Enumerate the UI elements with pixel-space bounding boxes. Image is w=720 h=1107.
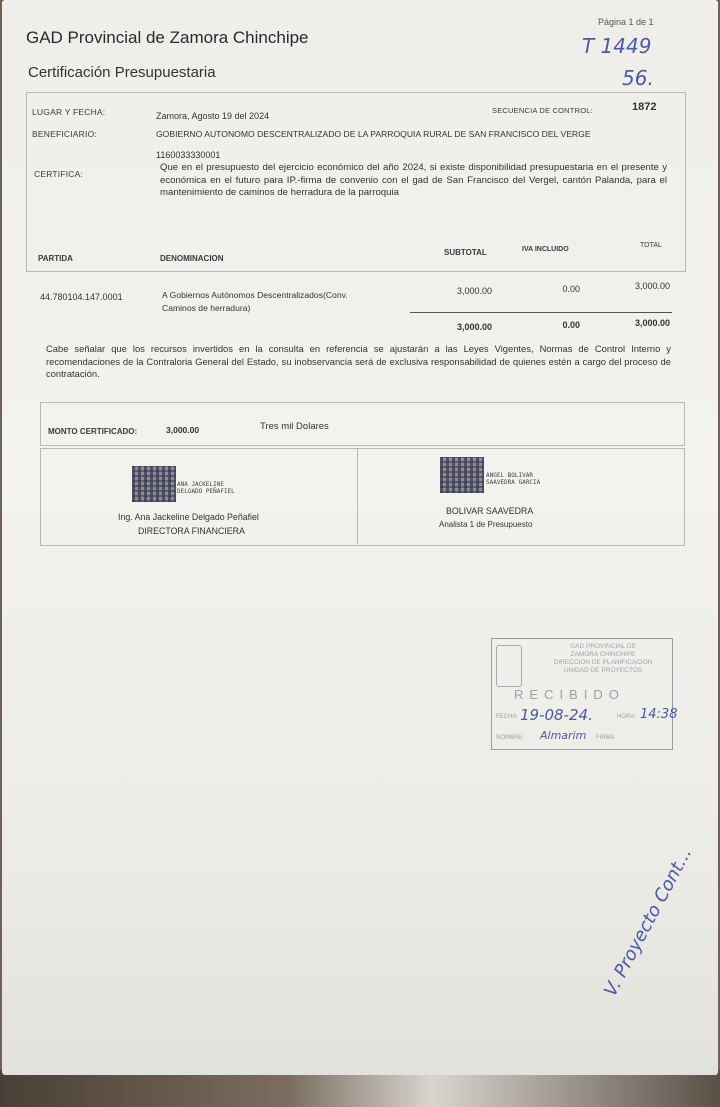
total-iva: 0.00: [562, 320, 580, 330]
document-page: [2, 0, 718, 1075]
signature-stamp-text: ANA JACKELINE DELGADO PEÑAFIEL: [177, 481, 235, 495]
stamp-time-value: 14:38: [640, 707, 678, 722]
total-total: 3,000.00: [634, 318, 670, 328]
signature-stamp-text: ANGEL BOLIVAR SAAVEDRA GARCIA: [486, 472, 541, 486]
row-iva: 0.00: [562, 284, 580, 294]
stamp-date-label: FECHA:: [496, 714, 519, 720]
signatures-divider: [357, 448, 358, 544]
col-header-subtotal: SUBTOTAL: [444, 248, 487, 257]
stamp-name-value: Almarim: [540, 729, 587, 742]
legal-note: Cabe señalar que los recursos invertidos en la consulta en referencia se ajustarán a las Leyes Vigentes, Normas de Control Interno y recomendaciones de la Contraloria General del Estado, su inobservancia será de exclusiva responsabilidad de quienes estén a cargo del proceso de contratación.: [46, 343, 671, 379]
certifies-text: Que en el presupuesto del ejercicio económico del año 2024, si existe disponibilidad presupuestaria en el presente y económica en el futuro para IP.-firma de convenio con el gad de San Francisco del Vergel, cantón Palanda, para el mantenimiento de caminos de herradura de la parroquia: [160, 162, 667, 198]
org-title: GAD Provincial de Zamora Chinchipe: [26, 28, 309, 47]
signer-role: Analista 1 de Presupuesto: [439, 520, 533, 529]
stamp-logo-icon: [496, 645, 522, 687]
handwritten-margin-note: V. Proyecto Cont...: [600, 843, 697, 1000]
stamp-date-value: 19-08-24.: [520, 706, 593, 724]
place-date-label: LUGAR Y FECHA:: [32, 107, 106, 117]
handwritten-reference: T 1449: [582, 34, 652, 58]
col-header-total: TOTAL: [640, 242, 662, 249]
stamp-name-label: NOMBRE:: [496, 735, 525, 741]
row-denominacion-line2: Caminos de herradura): [162, 303, 251, 313]
stamp-time-label: HORA:: [617, 714, 637, 720]
total-subtotal: 3,000.00: [456, 322, 492, 332]
page-number: Página 1 de 1: [598, 17, 654, 27]
row-denominacion-line1: A Gobiernos Autónomos Descentralizados(Conv.: [162, 290, 348, 300]
amount-label: MONTO CERTIFICADO:: [48, 427, 138, 436]
received-stamp: [491, 638, 678, 750]
handwritten-number: 56.: [622, 66, 654, 90]
doc-type-title: Certificación Presupuestaria: [28, 64, 216, 81]
stamp-sig-label: FIRMA: [596, 735, 615, 741]
amount-value: 3,000.00: [166, 425, 200, 435]
col-header-denominacion: DENOMINACION: [160, 254, 224, 263]
row-total: 3,000.00: [634, 281, 670, 291]
amount-frame: [40, 402, 685, 446]
stamp-status: RECIBIDO: [514, 687, 625, 702]
stamp-org-text: GAD PROVINCIAL DE ZAMORA CHINCHIPE DIRECCION DE PLANIFICACION UNIDAD DE PROYECTOS: [553, 643, 653, 674]
control-value: 1872: [632, 101, 657, 113]
background-surface: [0, 1070, 720, 1107]
beneficiary-name: GOBIERNO AUTONOMO DESCENTRALIZADO DE LA PARROQUIA RURAL DE SAN FRANCISCO DEL VERGE: [156, 129, 591, 139]
place-date-value: Zamora, Agosto 19 del 2024: [156, 111, 270, 121]
signer-name: BOLIVAR SAAVEDRA: [446, 506, 534, 516]
col-header-partida: PARTIDA: [38, 254, 73, 263]
row-partida: 44.780104.147.0001: [40, 292, 123, 302]
signer-role: DIRECTORA FINANCIERA: [138, 526, 245, 536]
signature-qr-code: [132, 466, 176, 502]
row-subtotal: 3,000.00: [456, 286, 492, 296]
totals-divider: [410, 312, 672, 313]
control-label: SECUENCIA DE CONTROL:: [492, 106, 593, 115]
certifies-label: CERTIFICA:: [34, 169, 84, 179]
signature-qr-code: [440, 457, 484, 493]
signer-name: Ing. Ana Jackeline Delgado Peñafiel: [118, 512, 259, 522]
beneficiary-label: BENEFICIARIO:: [32, 129, 97, 139]
col-header-iva: IVA INCLUIDO: [522, 246, 569, 253]
amount-words: Tres mil Dolares: [260, 421, 329, 432]
beneficiary-id: 1160033330001: [156, 150, 221, 160]
